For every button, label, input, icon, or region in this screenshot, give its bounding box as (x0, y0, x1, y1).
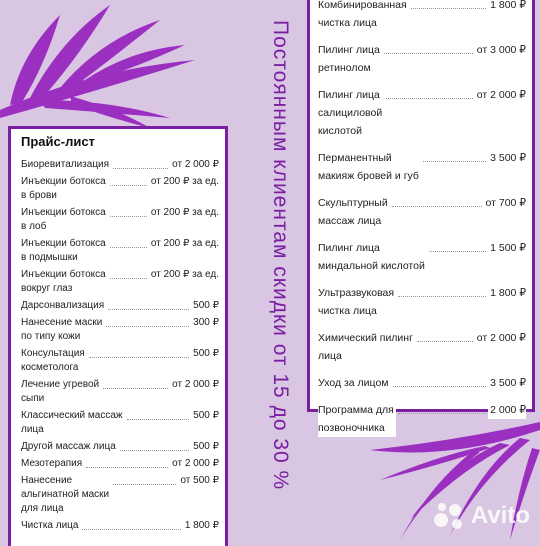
service-price: 500 ₽ (193, 348, 219, 359)
avito-watermark-text: Avito (470, 502, 530, 529)
service-price: от 2 000 ₽ (475, 329, 526, 347)
service-name: Нанесение маски по типу кожи (21, 317, 103, 342)
dotted-leader (398, 413, 486, 414)
service-name: Ультразвуковая чистка лица (318, 284, 396, 320)
service-name: Скульптурный массаж лица (318, 194, 390, 230)
price-row (318, 0, 526, 32)
price-row (21, 237, 219, 265)
dotted-leader (386, 98, 473, 99)
service-price: от 200 ₽ за ед. (150, 269, 219, 280)
dotted-leader (127, 419, 190, 420)
service-name: Дарсонвализация (21, 300, 105, 311)
service-price: от 2 000 ₽ (172, 379, 219, 390)
dotted-leader (110, 247, 147, 248)
price-row (318, 41, 526, 77)
service-name: Пилинг лица салициловой кислотой (318, 86, 384, 140)
service-price: от 200 ₽ за ед. (150, 207, 219, 218)
service-price: 1 500 ₽ (488, 239, 526, 257)
dotted-leader (384, 53, 473, 54)
dotted-leader (393, 386, 487, 387)
service-price: от 2 000 ₽ (172, 458, 219, 469)
dotted-leader (120, 450, 189, 451)
price-row (21, 206, 219, 234)
service-name: Лечение угревой сыпи (21, 379, 100, 404)
avito-watermark (433, 502, 530, 530)
dotted-leader (86, 467, 168, 468)
dotted-leader (108, 309, 189, 310)
price-row (318, 401, 526, 437)
service-name: Инъекции ботокса в лоб (21, 207, 106, 232)
price-row (318, 194, 526, 230)
service-name: Химический пилинг лица (318, 329, 415, 365)
dotted-leader (113, 168, 168, 169)
service-name: Другой массаж лица (21, 441, 116, 452)
price-row (21, 409, 219, 437)
price-row (21, 175, 219, 203)
price-row (21, 440, 219, 454)
service-price: 3 500 ₽ (488, 374, 526, 392)
dotted-leader (103, 388, 168, 389)
service-price: от 200 ₽ за ед. (150, 176, 219, 187)
discount-banner: Постоянным клиентам скидки от 15 до 30 % (269, 20, 292, 491)
service-name: Чистка лица (21, 520, 79, 531)
service-price: 2 000 ₽ (488, 401, 526, 419)
service-price: от 700 ₽ (484, 194, 526, 212)
service-price: от 2 000 ₽ (475, 86, 526, 104)
dotted-leader (89, 357, 189, 358)
service-price: 500 ₽ (193, 441, 219, 452)
price-row (318, 149, 526, 185)
price-row (318, 374, 526, 392)
service-price: 300 ₽ (193, 317, 219, 328)
service-price: от 3 000 ₽ (475, 41, 526, 59)
service-price: 3 500 ₽ (488, 149, 526, 167)
dotted-leader (113, 484, 176, 485)
service-price: 1 800 ₽ (184, 520, 219, 531)
price-row (21, 316, 219, 344)
price-row (318, 284, 526, 320)
price-row (21, 347, 219, 375)
price-row (21, 158, 219, 172)
service-name: Инъекции ботокса в брови (21, 176, 106, 201)
dotted-leader (82, 529, 180, 530)
price-row (318, 239, 526, 275)
dotted-leader (110, 278, 147, 279)
service-price: от 200 ₽ за ед. (150, 238, 219, 249)
dotted-leader (106, 326, 189, 327)
dotted-leader (392, 206, 482, 207)
price-row (21, 268, 219, 296)
price-row (318, 329, 526, 365)
price-row (21, 457, 219, 471)
service-price: 1 800 ₽ (488, 284, 526, 302)
service-price: от 500 ₽ (180, 475, 219, 486)
service-name: Программа для позвоночника (318, 401, 396, 437)
service-name: Инъекции ботокса вокруг глаз (21, 269, 106, 294)
service-name: Пилинг лица миндальной кислотой (318, 239, 427, 275)
dotted-leader (110, 185, 147, 186)
price-row (21, 474, 219, 516)
dotted-leader (417, 341, 473, 342)
dotted-leader (423, 161, 486, 162)
service-price: 500 ₽ (193, 300, 219, 311)
service-name: Уход за лицом (318, 374, 391, 392)
service-name: Комбинированная чистка лица (318, 0, 409, 32)
service-price: 500 ₽ (193, 410, 219, 421)
price-row (318, 86, 526, 140)
service-name: Нанесение альгинатной маски для лица (21, 475, 110, 514)
dotted-leader (429, 251, 486, 252)
service-name: Консультация косметолога (21, 348, 85, 373)
service-name: Инъекции ботокса в подмышки (21, 238, 106, 263)
price-row (21, 519, 219, 533)
dotted-leader (398, 296, 486, 297)
dotted-leader (411, 8, 486, 9)
service-name: Классический массаж лица (21, 410, 123, 435)
avito-logo-icon (433, 502, 467, 530)
service-price: от 2 000 ₽ (172, 159, 219, 170)
service-name: Перманентный макияж бровей и губ (318, 149, 421, 185)
service-name: Пилинг лица ретинолом (318, 41, 382, 77)
price-list-left-panel (8, 126, 228, 546)
price-row (21, 299, 219, 313)
price-list-right-panel (307, 0, 535, 434)
price-list-title: Прайс-лист (21, 134, 95, 149)
service-price: 1 800 ₽ (488, 0, 526, 14)
service-name: Мезотерапия (21, 458, 83, 469)
price-row (21, 378, 219, 406)
leaf-decoration-top (0, 0, 200, 130)
dotted-leader (110, 216, 147, 217)
service-name: Биоревитализация (21, 159, 110, 170)
